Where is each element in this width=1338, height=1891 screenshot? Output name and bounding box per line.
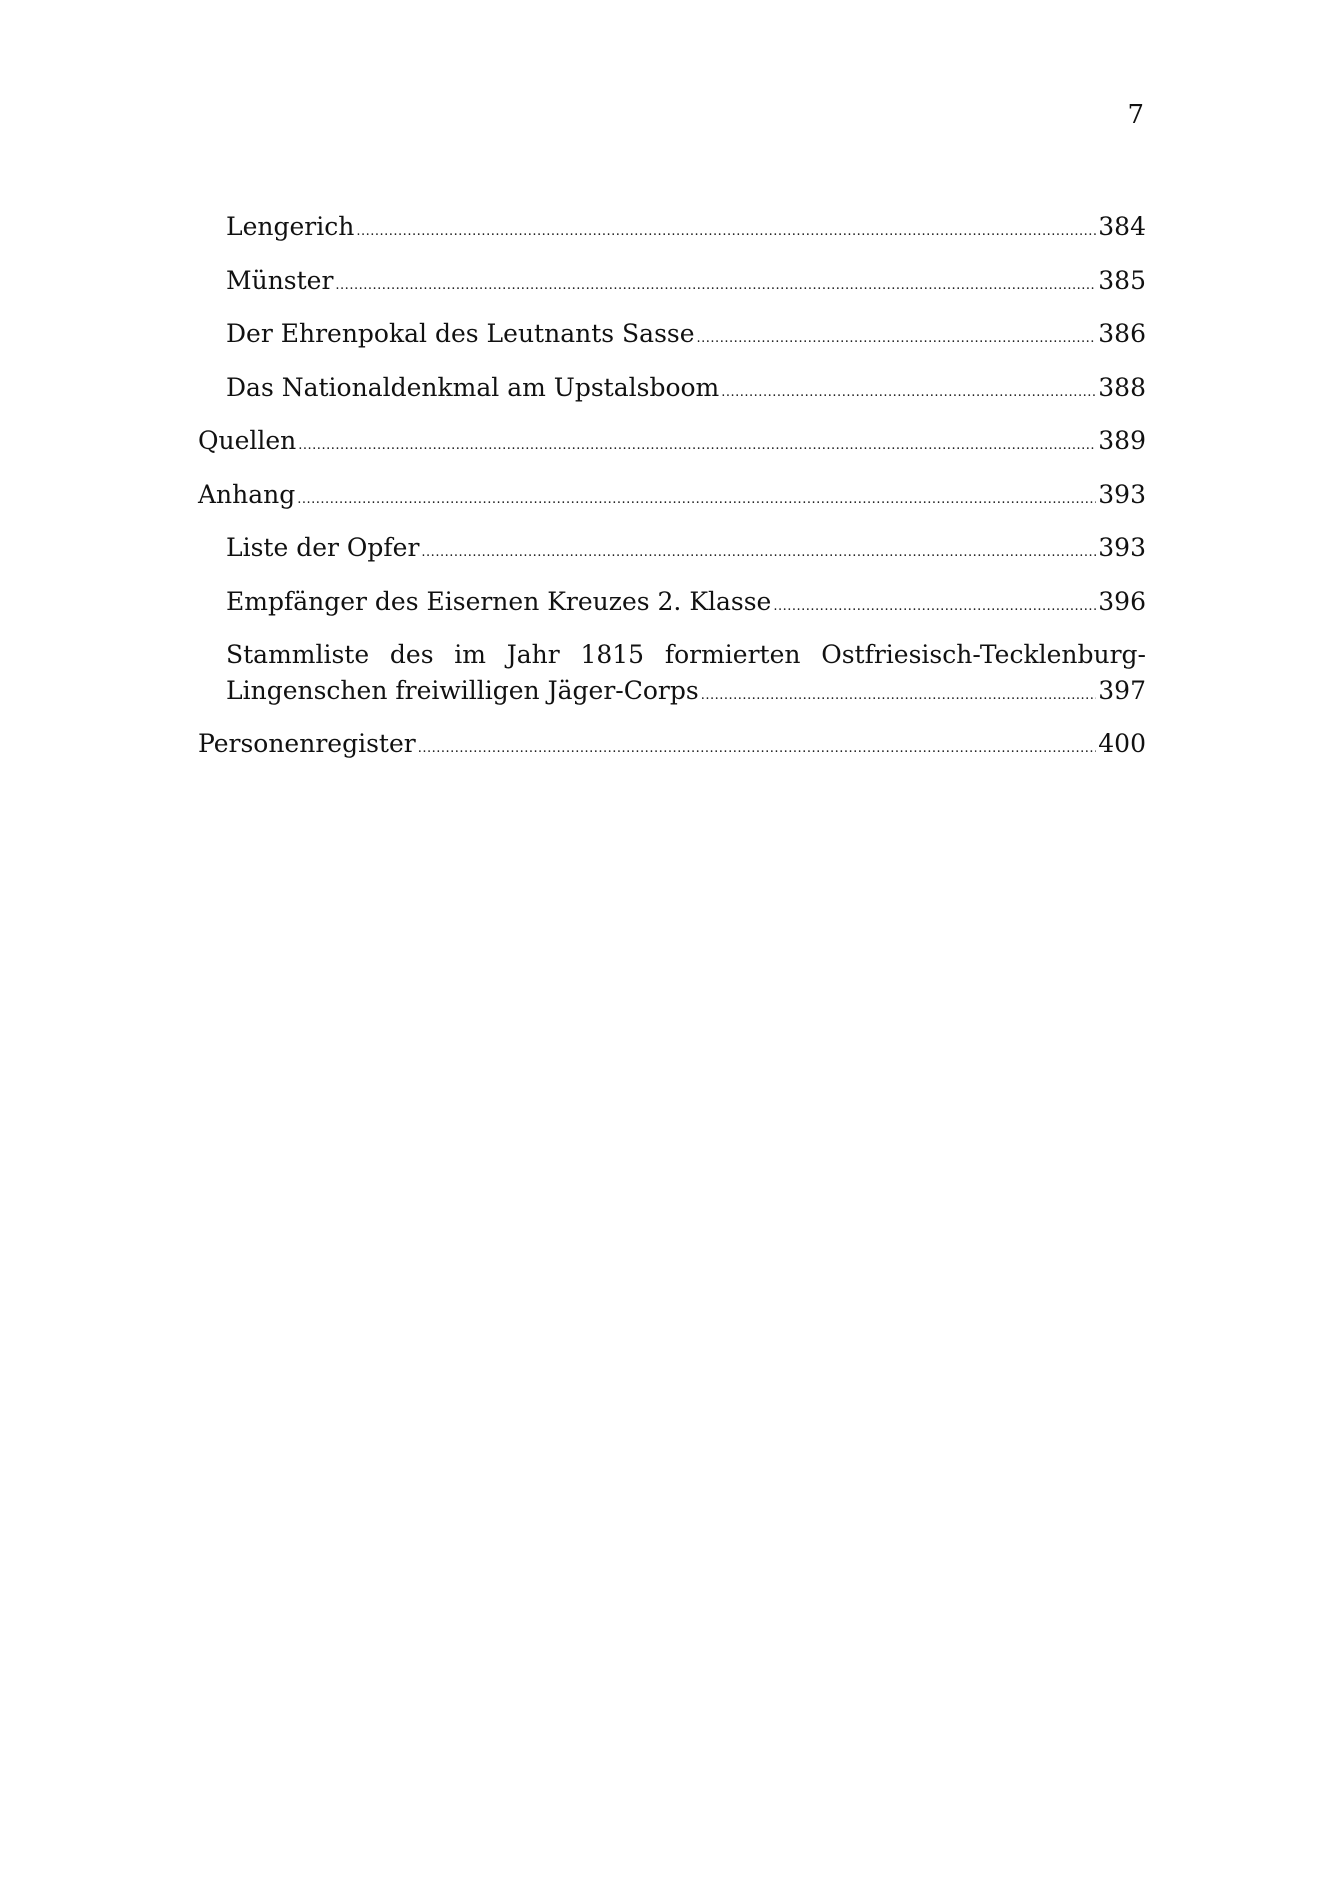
toc-entry-title-line1: Stammliste des im Jahr 1815 formierten Ostfriesisch-Tecklenburg-	[226, 640, 1146, 669]
dot-leader	[418, 725, 1097, 774]
toc-entry-page: 384	[1098, 212, 1146, 241]
toc-entry-page: 388	[1098, 372, 1146, 402]
toc-entry-page: 393	[1098, 533, 1146, 562]
table-of-contents	[198, 203, 1146, 774]
dot-leader	[421, 529, 1096, 578]
dot-leader	[701, 678, 1097, 714]
toc-entry-page: 386	[1098, 319, 1146, 348]
toc-entry-muenster[interactable]	[198, 257, 1146, 311]
toc-entry-quellen[interactable]	[198, 417, 1146, 471]
dot-leader	[697, 315, 1097, 364]
toc-entry-page: 393	[1098, 479, 1146, 509]
toc-entry-title-line2: Lingenschen freiwilligen Jäger-Corps	[226, 676, 699, 705]
toc-entry-title: Anhang	[198, 479, 296, 509]
toc-entry-title: Der Ehrenpokal des Leutnants Sasse	[226, 319, 695, 348]
toc-entry-eisernes-kreuz[interactable]	[198, 578, 1146, 632]
toc-entry-ehrenpokal[interactable]	[198, 310, 1146, 364]
toc-entry-page: 389	[1098, 426, 1146, 455]
toc-entry-title: Lengerich	[226, 212, 355, 241]
toc-entry-page: 396	[1098, 586, 1146, 616]
page-number: 7	[1127, 100, 1144, 130]
toc-entry-title: Personenregister	[198, 729, 416, 758]
toc-entry-stammliste[interactable]	[198, 631, 1146, 720]
dot-leader	[721, 369, 1096, 418]
toc-entry-anhang[interactable]	[198, 471, 1146, 525]
toc-entry-title: Quellen	[198, 426, 297, 455]
dot-leader	[773, 583, 1096, 632]
toc-entry-page: 397	[1098, 676, 1146, 705]
toc-entry-lengerich[interactable]	[198, 203, 1146, 257]
toc-entry-title: Empfänger des Eisernen Kreuzes 2. Klasse	[226, 586, 772, 616]
dot-leader	[356, 208, 1096, 257]
toc-entry-page: 400	[1098, 729, 1146, 758]
toc-entry-title: Münster	[226, 265, 334, 295]
toc-entry-page: 385	[1098, 265, 1146, 295]
dot-leader	[297, 476, 1096, 525]
dot-leader	[335, 262, 1096, 311]
toc-entry-liste-der-opfer[interactable]	[198, 524, 1146, 578]
toc-entry-nationaldenkmal[interactable]	[198, 364, 1146, 418]
toc-entry-title: Liste der Opfer	[226, 533, 420, 562]
toc-entry-title: Das Nationaldenkmal am Upstalsboom	[226, 372, 720, 402]
toc-entry-personenregister[interactable]	[198, 720, 1146, 774]
dot-leader	[298, 422, 1096, 471]
